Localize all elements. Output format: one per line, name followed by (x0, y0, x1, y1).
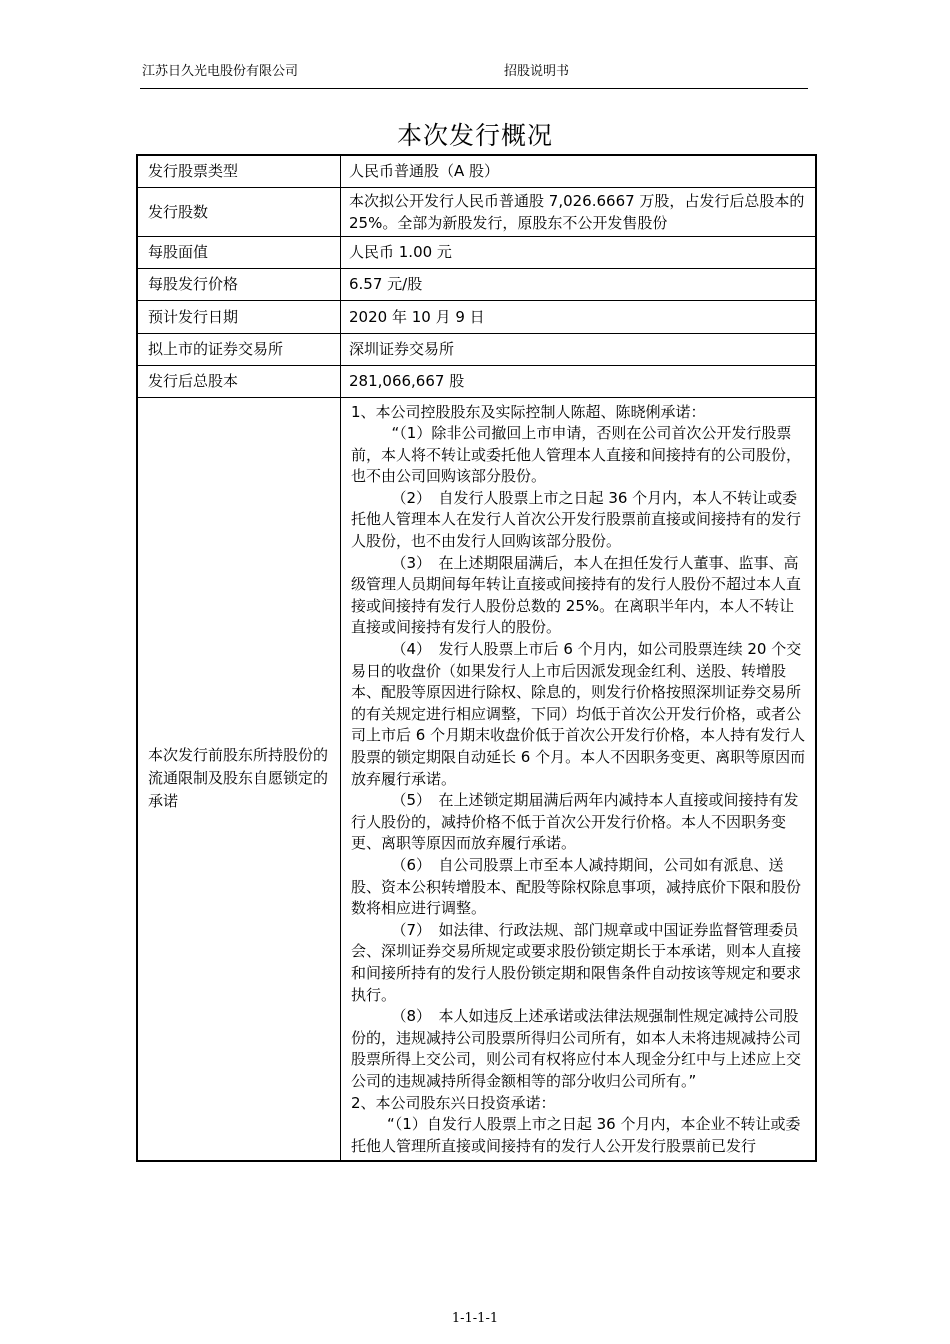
row-label-exchange: 拟上市的证券交易所 (137, 333, 341, 365)
commitment-paragraph: （3） 在上述期限届满后，本人在担任发行人董事、监事、高级管理人员期间每年转让直接或间接持有的发行人股份不超过本人直接或间接持有发行人股份总数的 25%。在离职半年内，本人不转让直接或间接持有发行人的股份。 (351, 553, 802, 637)
table-row (137, 155, 816, 187)
table-row (137, 268, 816, 300)
row-value-share-count: 本次拟公开发行人民币普通股 7,026.6667 万股，占发行后总股本的 25%。全部为新股发行，原股东不公开发售股份 (341, 187, 817, 236)
row-label-share-type: 发行股票类型 (137, 155, 341, 187)
table-row (137, 300, 816, 333)
row-label-share-count: 发行股数 (137, 187, 341, 236)
row-label-issue-price: 每股发行价格 (137, 268, 341, 300)
commitment-paragraph: （2） 自发行人股票上市之日起 36 个月内，本人不转让或委托他人管理本人在发行人首次公开发行股票前直接或间接持有的发行人股份，也不由发行人回购该部分股份。 (351, 488, 802, 551)
commitment-paragraph: 1、本公司控股股东及实际控制人陈超、陈晓俐承诺： (351, 402, 706, 421)
row-label-par-value: 每股面值 (137, 236, 341, 268)
header-document-type: 招股说明书 (504, 64, 570, 79)
row-label-lockup-commitment: 本次发行前股东所持股份的流通限制及股东自愿锁定的承诺 (137, 397, 341, 1161)
commitment-paragraph: “（1）除非公司撤回上市申请，否则在公司首次公开发行股票前，本人将不转让或委托他人管理本人直接和间接持有的公司股份，也不由公司回购该部分股份。 (351, 424, 802, 486)
row-label-issue-date: 预计发行日期 (137, 300, 341, 333)
commitment-paragraph: （4） 发行人股票上市后 6 个月内，如公司股票连续 20 个交易日的收盘价（如果发行人上市后因派发现金红利、送股、转增股本、配股等原因进行除权、除息的，则发行价格按照深圳证券交易所的有关规定进行相应调整，下同）均低于首次公开发行价格，或者公司上市后 6 个月期末收盘价低于首次公开发行价格，本人持有发行人股票的锁定期限自动延长 6 个月。本人不因职务变更、离职等原因而放弃履行承诺。 (351, 640, 806, 788)
page-header (140, 58, 808, 89)
row-value-issue-date: 2020 年 10 月 9 日 (341, 300, 817, 333)
table-row (137, 333, 816, 365)
table-row (137, 397, 816, 1161)
table-row (137, 365, 816, 397)
page-title: 本次发行概况 (396, 121, 553, 150)
commitment-paragraph: （7） 如法律、行政法规、部门规章或中国证券监督管理委员会、深圳证券交易所规定或要求股份锁定期长于本承诺，则本人直接和间接所持有的发行人股份锁定期和限售条件自动按该等规定和要求执行。 (351, 920, 802, 1004)
commitment-paragraph: 2、本公司股东兴日投资承诺： (351, 1093, 556, 1112)
row-value-issue-price: 6.57 元/股 (341, 268, 817, 300)
row-value-lockup-commitment (341, 397, 817, 1161)
row-value-total-shares: 281,066,667 股 (341, 365, 817, 397)
page-number: 1-1-1-1 (451, 1311, 499, 1326)
commitment-paragraph: （5） 在上述锁定期届满后两年内减持本人直接或间接持有发行人股份的，减持价格不低于首次公开发行价格。本人不因职务变更、离职等原因而放弃履行承诺。 (351, 791, 799, 853)
issuance-overview-table (136, 154, 817, 1162)
commitment-paragraph: （8） 本人如违反上述承诺或法律法规强制性规定减持公司股份的，违规减持公司股票所得归公司所有，如本人未将违规减持公司股票所得上交公司，则公司有权将应付本人现金分红中与上述应上交公司的违规减持所得金额相等的部分收归公司所有。” (351, 1007, 802, 1090)
table-row (137, 187, 816, 236)
commitment-paragraph: （6） 自公司股票上市至本人减持期间，公司如有派息、送股、资本公积转增股本、配股等除权除息事项，减持底价下限和股份数将相应进行调整。 (351, 855, 802, 918)
row-value-share-type: 人民币普通股（A 股） (341, 155, 817, 187)
table-row (137, 236, 816, 268)
row-label-total-shares: 发行后总股本 (137, 365, 341, 397)
row-value-par-value: 人民币 1.00 元 (341, 236, 817, 268)
header-company-name: 江苏日久光电股份有限公司 (142, 64, 299, 79)
row-value-exchange: 深圳证券交易所 (341, 333, 817, 365)
commitment-paragraph: “（1）自发行人股票上市之日起 36 个月内，本企业不转让或委托他人管理所直接或间接持有的发行人公开发行股票前已发行 (351, 1115, 801, 1155)
